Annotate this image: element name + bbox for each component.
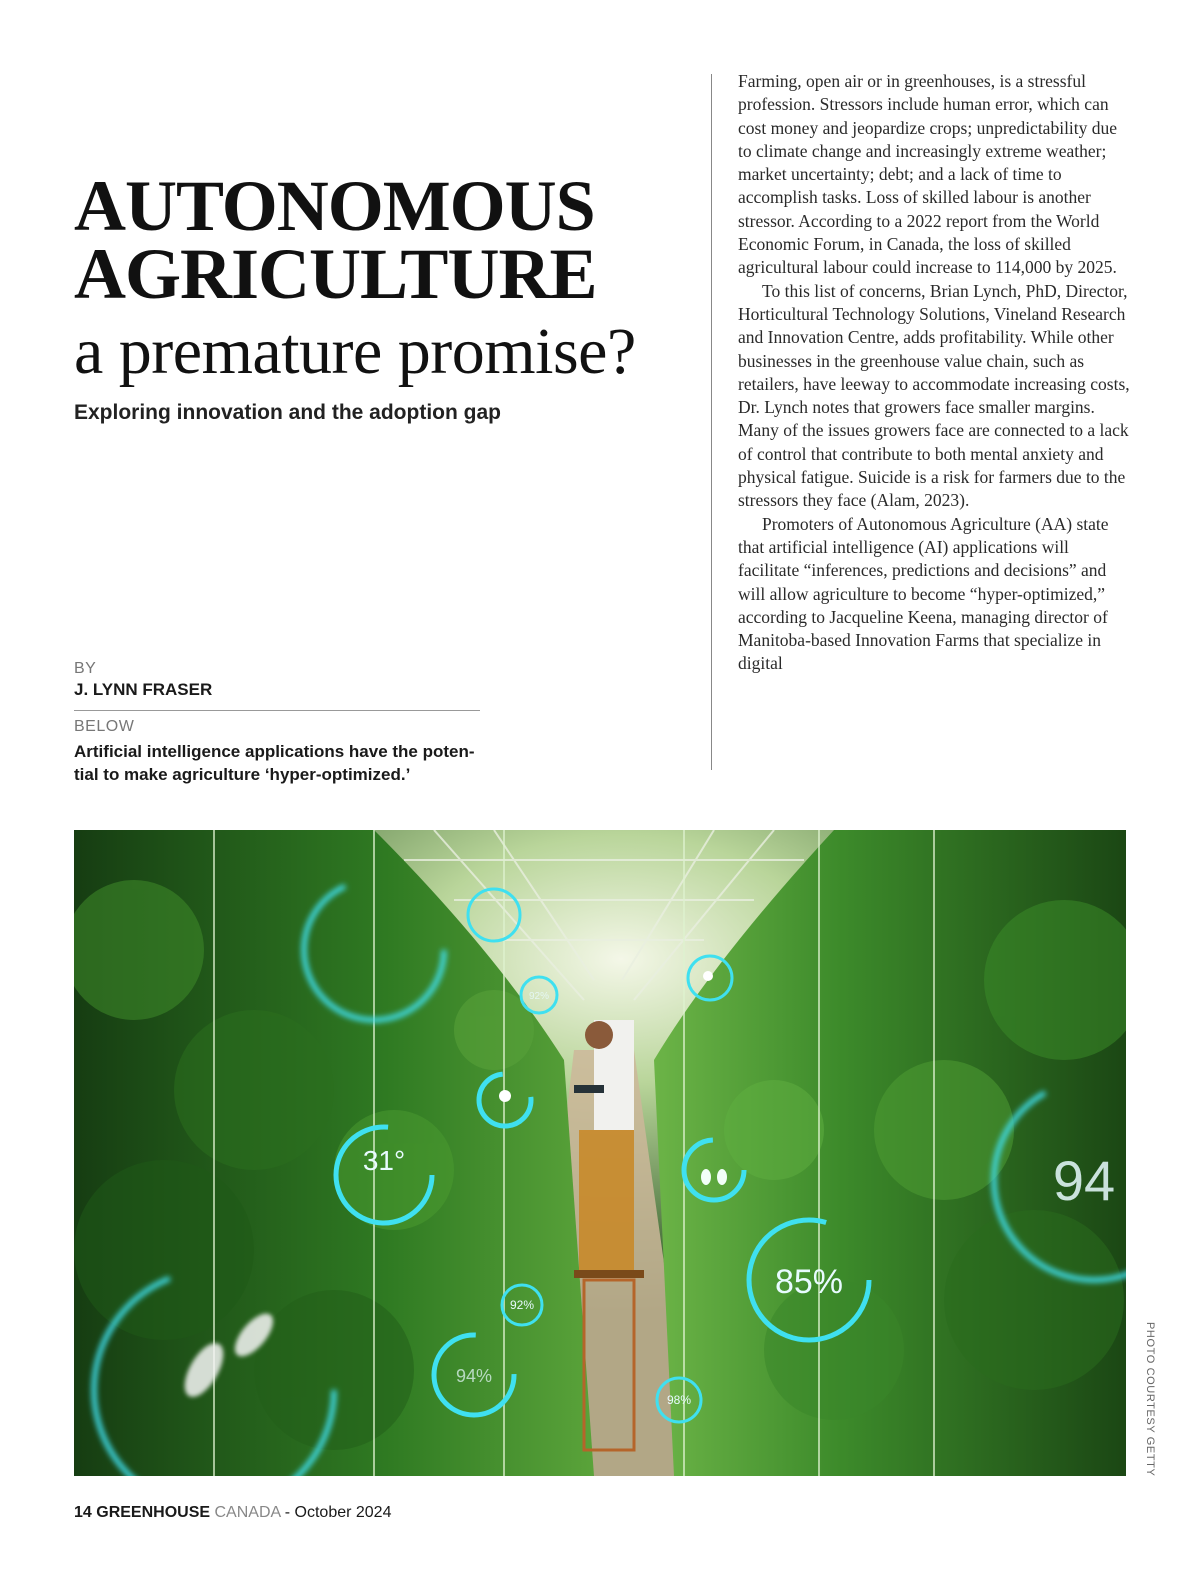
page-number: 14 [74, 1504, 92, 1521]
byline-label: BY [74, 660, 97, 677]
credit-divider [74, 710, 480, 711]
small-readout-a: 92% [509, 1298, 535, 1312]
photo-credit: PHOTO COURTESY GETTY [1144, 1322, 1156, 1477]
right-readout: 94 [1052, 1149, 1116, 1212]
page-folio [74, 1504, 391, 1522]
small-readout-b: 94% [455, 1366, 493, 1386]
magazine-region: CANADA [214, 1504, 281, 1521]
body-text-column [738, 70, 1130, 676]
small-readout-c: 98% [666, 1393, 692, 1407]
column-divider [711, 74, 712, 770]
greenhouse-illustration [74, 830, 1126, 1476]
issue-date: - October 2024 [284, 1504, 392, 1521]
body-paragraph-2: To this list of concerns, Brian Lynch, PhD, Director, Horticultural Technology Solutions, Vineland Research and Innovation Centre, adds profitability. While other businesses in the greenhouse value chain, such as retailers, have leeway to accommodate increasing costs, Dr. Lynch notes that growers face smaller margins. Many of the issues growers face are connected to a lack of control that contribute to both mental anxiety and physical fatigue. Suicide is a risk for farmers due to the stressors they face (Alam, 2023). [738, 280, 1130, 511]
headline [74, 166, 694, 314]
subheadline: a premature promise? [74, 315, 636, 388]
photo-caption: Artificial intelligence applications have the poten-tial to make agriculture ‘hyper-optimized.’ [74, 742, 475, 784]
center-readout: 85% [774, 1263, 844, 1301]
small-readout-d: 92% [528, 991, 550, 1002]
greenhouse-photo [74, 830, 1126, 1476]
temperature-readout: 31° [362, 1145, 406, 1176]
caption-label: BELOW [74, 718, 135, 735]
byline-author: J. LYNN FRASER [74, 680, 213, 699]
deck: Exploring innovation and the adoption gap [74, 401, 501, 424]
headline-line-1: AUTONOMOUS [74, 166, 595, 246]
sensor-dot-icon-2 [703, 971, 713, 981]
sensor-dot-icon [499, 1090, 511, 1102]
body-paragraph-3: Promoters of Autonomous Agriculture (AA) state that artificial intelligence (AI) applications will facilitate “inferences, predictions and decisions” and will allow agriculture to become “hyper-optimized,” according to Jacqueline Keena, managing director of Manitoba-based Innovation Farms that specialize in digital [738, 513, 1109, 674]
headline-line-2: AGRICULTURE [74, 234, 597, 314]
magazine-name: GREENHOUSE [96, 1504, 211, 1521]
body-paragraph-1: Farming, open air or in greenhouses, is a stressful profession. Stressors include human error, which can cost money and jeopardize crops; unpredictability due to climate change and increasingly extreme weather; market uncertainty; debt; and a lack of time to accomplish tasks. Loss of skilled labour is another stressor. According to a 2022 report from the World Economic Forum, in Canada, the loss of skilled agricultural labour could increase to 114,000 by 2025. [738, 71, 1118, 278]
